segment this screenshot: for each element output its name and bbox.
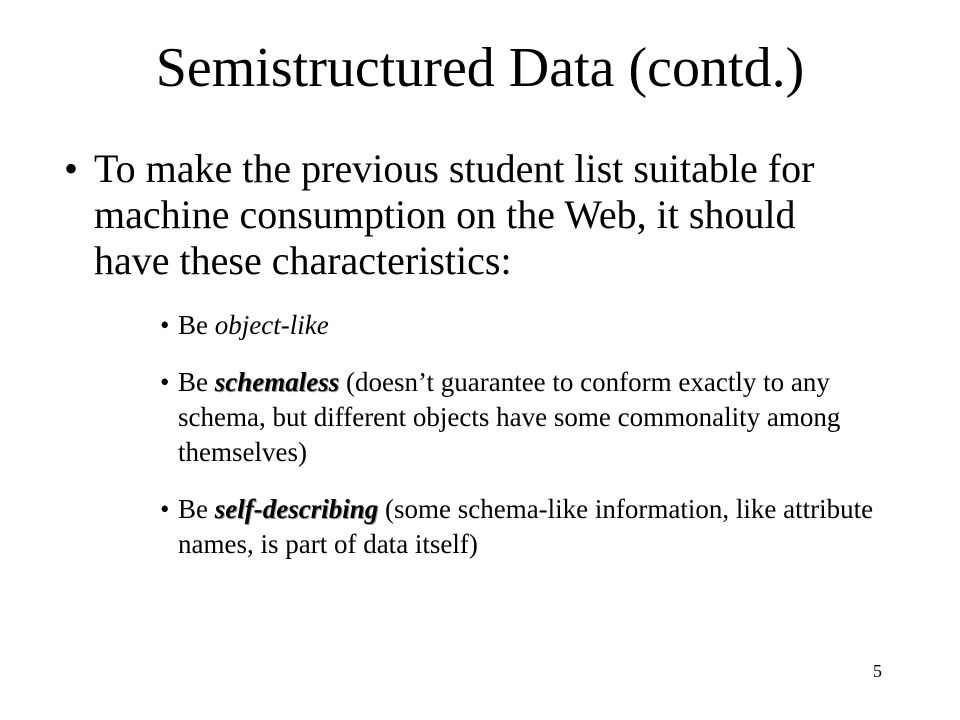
- term-schemaless: schemaless: [214, 367, 340, 397]
- sub-bullet-prefix: Be: [178, 310, 215, 340]
- bullet-dot-icon: •: [160, 367, 170, 397]
- sub-bullet-description: (doesn’t guarantee to conform exactly to any schema, but different objects have some commonality among themselves): [178, 367, 841, 467]
- sub-bullet-prefix: Be: [178, 494, 215, 524]
- sub-bullet-schemaless: [160, 365, 900, 470]
- sub-bullet-list: [160, 308, 900, 584]
- sub-bullet-prefix: Be: [178, 367, 215, 397]
- page-number: 5: [873, 661, 882, 681]
- slide-title: Semistructured Data (contd.): [155, 37, 805, 99]
- sub-bullet-object-like: [160, 308, 900, 343]
- bullet-dot-icon: •: [160, 494, 170, 524]
- bullet-dot-icon: •: [160, 310, 170, 340]
- sub-bullet-description: (some schema-like information, like attribute names, is part of data itself): [178, 494, 874, 559]
- bullet-dot-icon: •: [64, 146, 79, 191]
- term-self-describing: self-describing: [214, 494, 379, 524]
- main-bullet-text: To make the previous student list suitable for machine consumption on the Web, it should have these characteristics:: [94, 146, 815, 283]
- sub-bullet-self-describing: [160, 492, 900, 562]
- term-object-like: object-like: [214, 310, 329, 340]
- main-bullet: [64, 146, 864, 284]
